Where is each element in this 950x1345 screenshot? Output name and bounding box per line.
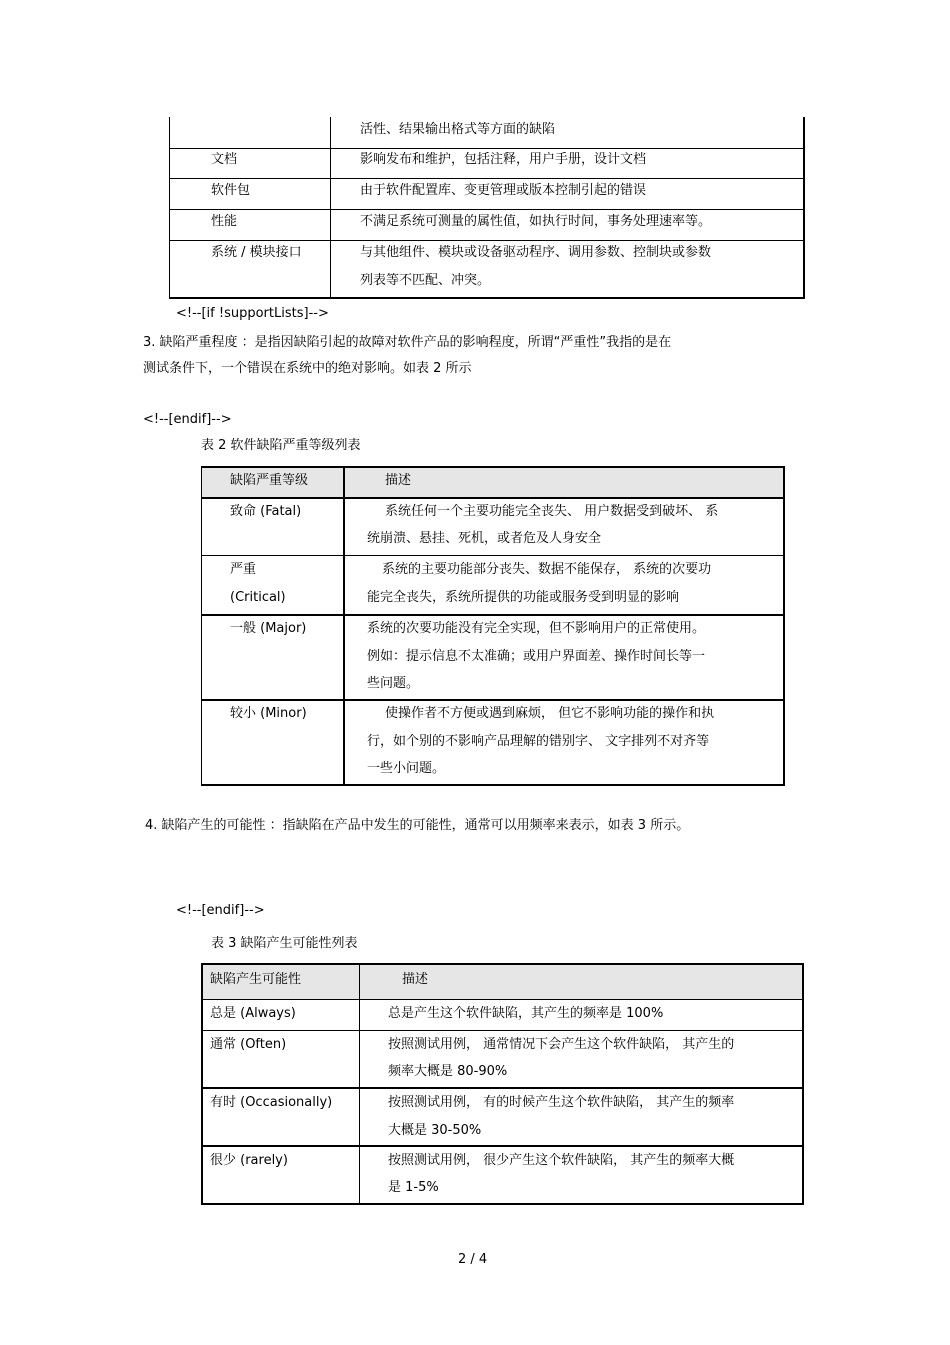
table-cell-desc: 频率大概是 80-90% bbox=[388, 1064, 508, 1079]
table-cell-desc: 不满足系统可测量的属性值，如执行时间，事务处理速率等。 bbox=[360, 214, 712, 229]
html-comment-text: <!--[if !supportLists]--> bbox=[176, 306, 329, 321]
table-header-desc: 描述 bbox=[385, 473, 412, 488]
table-cell-desc: 系统的次要功能没有完全实现，但不影响用户的正常使用。 bbox=[367, 621, 706, 636]
table-cell-desc: 些问题。 bbox=[367, 676, 420, 691]
table-cell-freq: 通常 (Often) bbox=[210, 1037, 287, 1052]
table-cell-type: 软件包 bbox=[211, 183, 251, 198]
table-cell-desc: 使操作者不方便或遇到麻烦， 但它不影响功能的操作和执 bbox=[385, 706, 715, 721]
table-cell-freq: 很少 (rarely) bbox=[210, 1153, 288, 1168]
table-cell-desc: 活性、结果输出格式等方面的缺陷 bbox=[360, 122, 556, 137]
table-cell-desc: 按照测试用例， 通常情况下会产生这个软件缺陷， 其产生的 bbox=[388, 1037, 735, 1052]
table-caption: 表 2 软件缺陷严重等级列表 bbox=[201, 438, 361, 453]
table-cell-desc: 能完全丧失，系统所提供的功能或服务受到明显的影响 bbox=[367, 590, 680, 605]
table-cell-desc: 系统的主要功能部分丧失、数据不能保存， 系统的次要功 bbox=[382, 562, 712, 577]
table-cell-desc: 与其他组件、模块或设备驱动程序、调用参数、控制块或参数 bbox=[360, 245, 712, 260]
paragraph-probability: 4. 缺陷产生的可能性 ：指缺陷在产品中发生的可能性，通常可以用频率来表示，如表 3 所示。 bbox=[145, 818, 690, 833]
table-cell-freq: 总是 (Always) bbox=[210, 1006, 296, 1021]
table-cell-desc: 总是产生这个软件缺陷，其产生的频率是 100% bbox=[388, 1006, 664, 1021]
table-header-freq: 缺陷产生可能性 bbox=[210, 972, 302, 987]
table-cell-desc: 按照测试用例， 很少产生这个软件缺陷， 其产生的频率大概 bbox=[388, 1153, 735, 1168]
page-number: 2 / 4 bbox=[458, 1252, 488, 1267]
paragraph-severity-cont: 测试条件下，一个错误在系统中的绝对影响。如表 2 所示 bbox=[143, 361, 472, 376]
table-caption: 表 3 缺陷产生可能性列表 bbox=[211, 936, 358, 951]
table-cell-desc: 例如：提示信息不太准确；或用户界面差、操作时间长等一 bbox=[367, 649, 706, 664]
table-cell-desc: 列表等不匹配、冲突。 bbox=[360, 273, 491, 288]
table-header-desc: 描述 bbox=[402, 972, 429, 987]
table-cell-level: 较小 (Minor) bbox=[230, 706, 307, 721]
table-cell-desc: 影响发布和维护，包括注释，用户手册，设计文档 bbox=[360, 152, 647, 167]
table-cell-desc: 系统任何一个主要功能完全丧失、 用户数据受到破坏、 系 bbox=[385, 504, 719, 519]
table-cell-type: 性能 bbox=[211, 214, 238, 229]
table-cell-desc: 按照测试用例， 有的时候产生这个软件缺陷， 其产生的频率 bbox=[388, 1095, 735, 1110]
table-header-level: 缺陷严重等级 bbox=[230, 473, 309, 488]
table-cell-level: 一般 (Major) bbox=[230, 621, 307, 636]
table-cell-freq: 有时 (Occasionally) bbox=[210, 1095, 333, 1110]
table-cell-desc: 行，如个别的不影响产品理解的错别字、 文字排列不对齐等 bbox=[367, 734, 710, 749]
table-cell-desc: 大概是 30-50% bbox=[388, 1123, 482, 1138]
table-cell-desc: 是 1-5% bbox=[388, 1180, 439, 1195]
table-cell-type: 系统 / 模块接口 bbox=[211, 245, 302, 260]
table-cell-level: 致命 (Fatal) bbox=[230, 504, 302, 519]
table-cell-desc: 由于软件配置库、变更管理或版本控制引起的错误 bbox=[360, 183, 647, 198]
table-cell-type: 文档 bbox=[211, 152, 238, 167]
html-comment-text: <!--[endif]--> bbox=[143, 412, 232, 427]
table-cell-level: 严重 bbox=[230, 562, 257, 577]
table-cell-desc: 统崩溃、悬挂、死机，或者危及人身安全 bbox=[367, 531, 602, 546]
table-cell-level: (Critical) bbox=[230, 590, 286, 605]
html-comment-text: <!--[endif]--> bbox=[176, 903, 265, 918]
table-cell-desc: 一些小问题。 bbox=[367, 761, 446, 776]
paragraph-severity: 3. 缺陷严重程度 ：是指因缺陷引起的故障对软件产品的影响程度，所谓“严重性”我指的是在 bbox=[143, 335, 672, 350]
